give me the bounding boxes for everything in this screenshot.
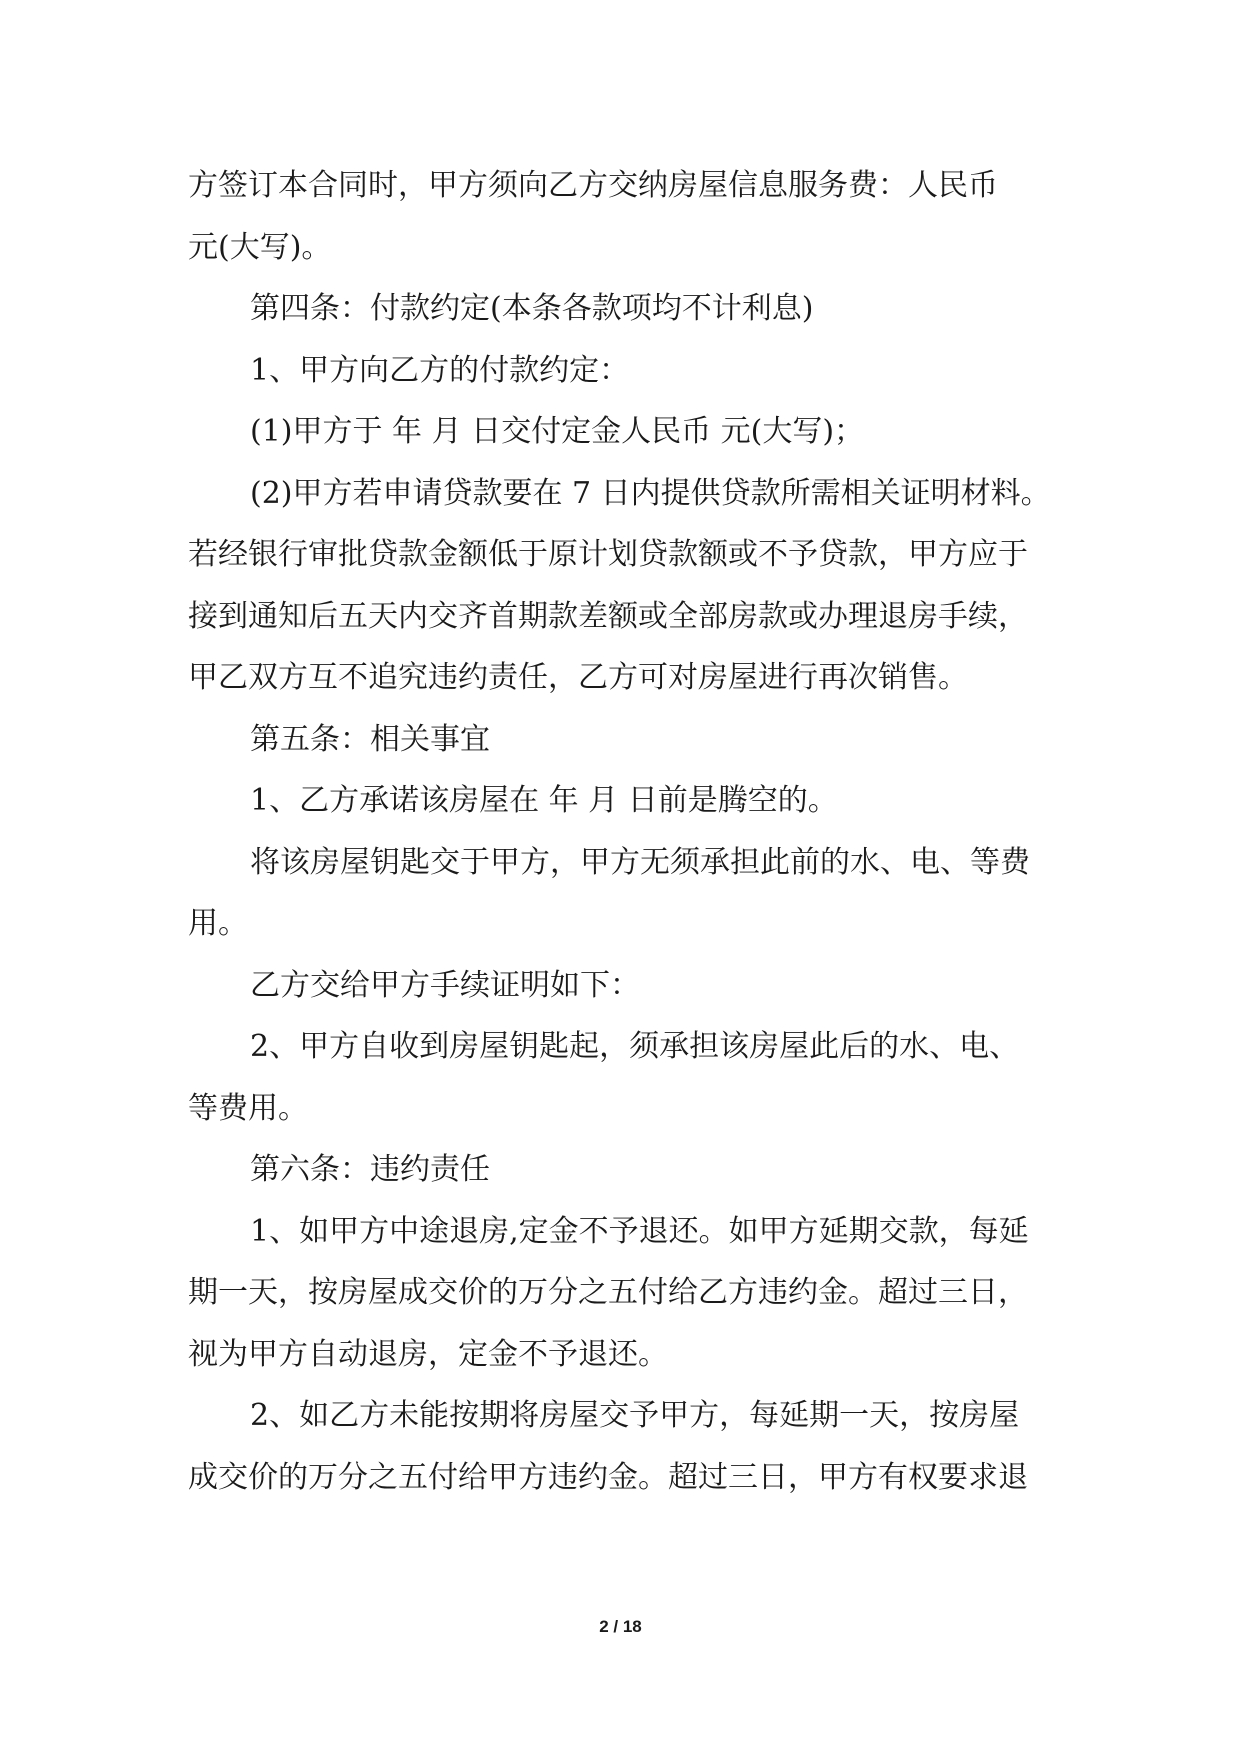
text-line-2: 元(大写)。 <box>188 229 332 265</box>
article-5-heading: 第五条：相关事宜 <box>250 721 490 757</box>
article-6-heading: 第六条：违约责任 <box>250 1152 490 1187</box>
text-line-19: 期一天，按房屋成交价的万分之五付给乙方违约金。超过三日， <box>188 1275 1028 1310</box>
text-line-21: 2、如乙方未能按期将房屋交予甲方，每延期一天，按房屋 <box>250 1398 1020 1433</box>
text-line-20: 视为甲方自动退房，定金不予退还。 <box>188 1336 668 1372</box>
text-line-13: 用。 <box>188 906 248 941</box>
text-line-1: 方签订本合同时，甲方须向乙方交纳房屋信息服务费：人民币 <box>188 168 998 203</box>
text-line-22: 成交价的万分之五付给甲方违约金。超过三日，甲方有权要求退 <box>188 1459 1028 1495</box>
text-line-5: (1)甲方于 年 月 日交付定金人民币 元(大写)； <box>250 414 865 449</box>
text-line-11: 1、乙方承诺该房屋在 年 月 日前是腾空的。 <box>250 783 838 818</box>
page-number: 2 / 18 <box>599 1617 642 1636</box>
text-line-8: 接到通知后五天内交齐首期款差额或全部房款或办理退房手续， <box>188 598 1028 634</box>
text-line-18: 1、如甲方中途退房,定金不予退还。如甲方延期交款，每延 <box>250 1213 1029 1249</box>
text-line-16: 等费用。 <box>188 1090 308 1126</box>
document-body <box>188 155 1058 1508</box>
text-line-7: 若经银行审批贷款金额低于原计划贷款额或不予贷款，甲方应于 <box>188 537 1028 572</box>
text-line-14: 乙方交给甲方手续证明如下： <box>250 967 640 1003</box>
text-line-6: (2)甲方若申请贷款要在 7 日内提供贷款所需相关证明材料。 <box>250 475 1051 511</box>
article-4-heading: 第四条：付款约定(本条各款项均不计利息) <box>250 291 814 326</box>
text-line-15: 2、甲方自收到房屋钥匙起，须承担该房屋此后的水、电、 <box>250 1029 1020 1064</box>
text-line-9: 甲乙双方互不追究违约责任，乙方可对房屋进行再次销售。 <box>188 660 968 695</box>
text-line-4: 1、甲方向乙方的付款约定： <box>250 352 630 388</box>
text-line-12: 将该房屋钥匙交于甲方，甲方无须承担此前的水、电、等费 <box>250 844 1030 880</box>
